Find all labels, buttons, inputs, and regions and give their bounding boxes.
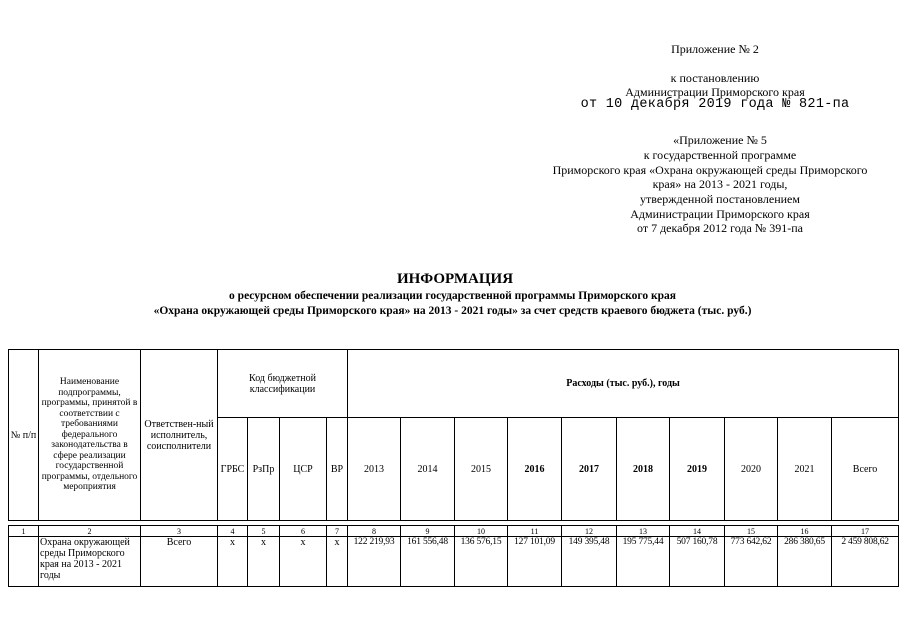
index-cell: 10 xyxy=(455,526,508,537)
row-number xyxy=(9,537,39,587)
row-value-2015: 136 576,15 xyxy=(455,537,508,587)
row-csr: x xyxy=(280,537,327,587)
header-total: Всего xyxy=(832,418,899,521)
resource-table xyxy=(8,349,899,587)
doc-subtitle-2: «Охрана окружающей среды Приморского края» на 2013 - 2021 годы» за счет средств краевого бюджета (тыс. руб.) xyxy=(153,305,752,317)
header-number: № п/п xyxy=(9,350,39,521)
index-cell: 17 xyxy=(832,526,899,537)
header-year-2018: 2018 xyxy=(617,418,670,521)
header-year-2013: 2013 xyxy=(348,418,401,521)
appendix5-line-6: Администрации Приморского края xyxy=(630,207,810,221)
header-year-2015: 2015 xyxy=(455,418,508,521)
row-vr: x xyxy=(327,537,348,587)
row-name: Охрана окружающей среды Приморского края на 2013 - 2021 годы xyxy=(39,537,141,587)
row-value-2016: 127 101,09 xyxy=(508,537,562,587)
index-cell: 11 xyxy=(508,526,562,537)
table-row xyxy=(9,537,899,587)
appendix5-line-3: Приморского края «Охрана окружающей среды Приморского xyxy=(552,163,868,177)
header-year-2014: 2014 xyxy=(401,418,455,521)
appendix5-line-1: «Приложение № 5 xyxy=(673,133,767,147)
row-grbs: x xyxy=(218,537,248,587)
header-year-2021: 2021 xyxy=(778,418,832,521)
header-grbs: ГРБС xyxy=(218,418,248,521)
doc-title: ИНФОРМАЦИЯ xyxy=(396,271,514,287)
header-year-2020: 2020 xyxy=(725,418,778,521)
row-value-2014: 161 556,48 xyxy=(401,537,455,587)
doc-subtitle-1: о ресурсном обеспечении реализации государственной программы Приморского края xyxy=(229,290,676,302)
index-cell: 9 xyxy=(401,526,455,537)
appendix5-line-2: к государственной программе xyxy=(643,148,797,162)
index-cell: 5 xyxy=(248,526,280,537)
row-value-2018: 195 775,44 xyxy=(617,537,670,587)
header-csr: ЦСР xyxy=(280,418,327,521)
index-cell: 16 xyxy=(778,526,832,537)
header-name: Наименование подпрограммы, программы, принятой в соответствии с требованиями федерального законодательства в сфере реализации государственной программы, отдельного мероприятия xyxy=(39,350,141,521)
index-cell: 2 xyxy=(39,526,141,537)
index-cell: 12 xyxy=(562,526,617,537)
row-value-2013: 122 219,93 xyxy=(348,537,401,587)
header-budget-code: Код бюджетной классификации xyxy=(218,350,348,418)
row-value-2019: 507 160,78 xyxy=(670,537,725,587)
index-cell: 6 xyxy=(280,526,327,537)
header-responsible: Ответствен-ный исполнитель, соисполнители xyxy=(141,350,218,521)
appendix-line-1: Приложение № 2 xyxy=(671,42,759,56)
header-year-2017: 2017 xyxy=(562,418,617,521)
index-cell: 15 xyxy=(725,526,778,537)
index-cell: 13 xyxy=(617,526,670,537)
appendix5-line-5: утвержденной постановлением xyxy=(640,192,800,206)
row-responsible: Всего xyxy=(141,537,218,587)
header-expenses: Расходы (тыс. руб.), годы xyxy=(348,350,899,418)
row-value-2021: 286 380,65 xyxy=(778,537,832,587)
index-cell: 8 xyxy=(348,526,401,537)
index-cell: 7 xyxy=(327,526,348,537)
appendix-line-2: к постановлению xyxy=(670,71,760,85)
header-rzpr: РзПр xyxy=(248,418,280,521)
appendix-line-4: от 10 декабря 2019 года № 821-па xyxy=(580,97,850,112)
row-value-2020: 773 642,62 xyxy=(725,537,778,587)
row-value-2017: 149 395,48 xyxy=(562,537,617,587)
appendix-line-3: Администрации Приморского края xyxy=(625,85,805,99)
appendix5-line-7: от 7 декабря 2012 года № 391-па xyxy=(636,221,804,235)
index-cell: 14 xyxy=(670,526,725,537)
index-cell: 3 xyxy=(141,526,218,537)
row-rzpr: x xyxy=(248,537,280,587)
index-cell: 4 xyxy=(218,526,248,537)
header-year-2016: 2016 xyxy=(508,418,562,521)
header-year-2019: 2019 xyxy=(670,418,725,521)
appendix5-line-4: края» на 2013 - 2021 годы, xyxy=(652,177,788,191)
header-vr: ВР xyxy=(327,418,348,521)
row-value-total: 2 459 808,62 xyxy=(832,537,899,587)
index-cell: 1 xyxy=(9,526,39,537)
